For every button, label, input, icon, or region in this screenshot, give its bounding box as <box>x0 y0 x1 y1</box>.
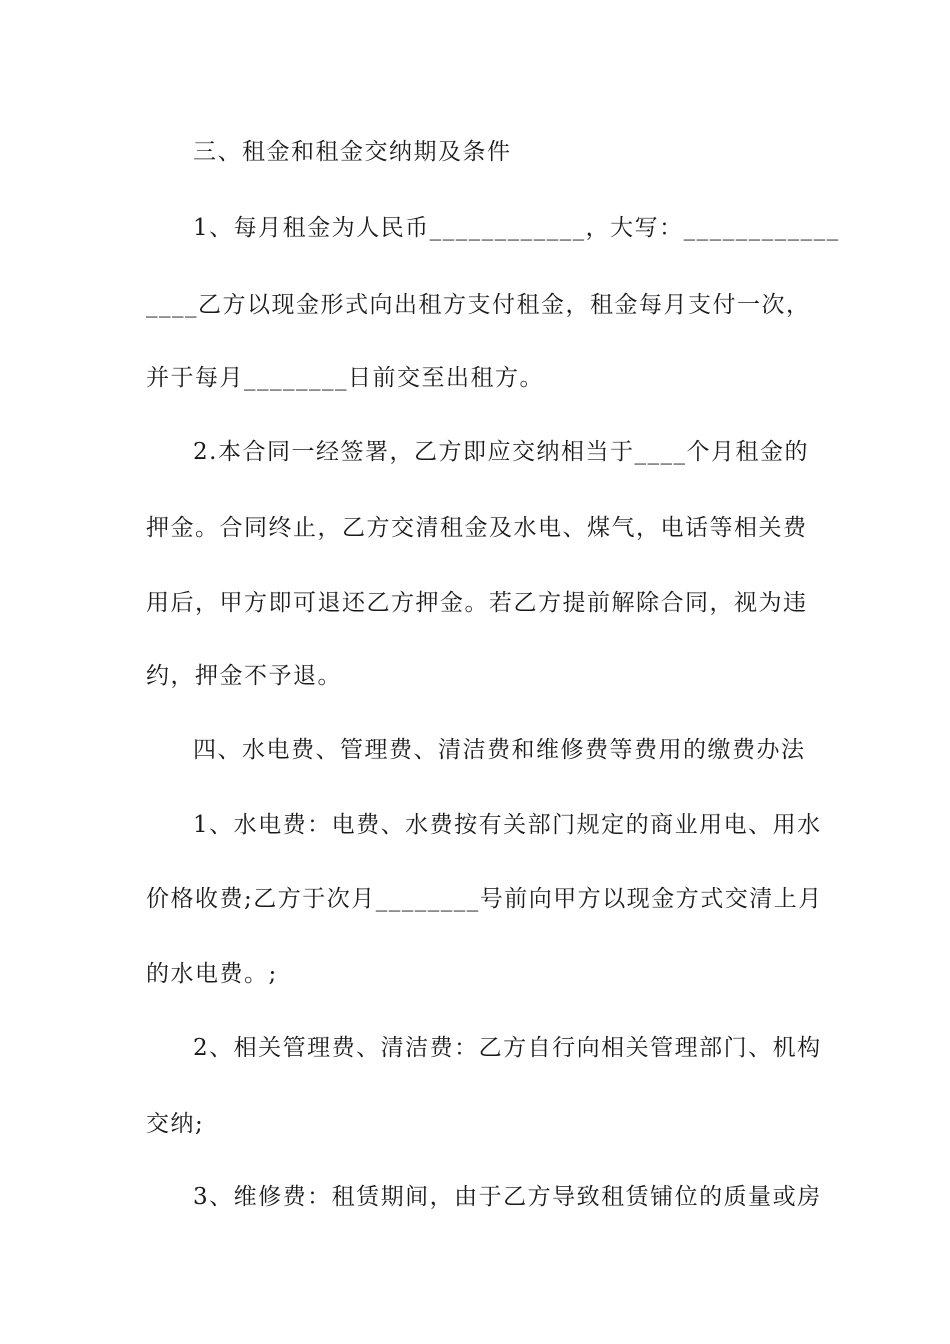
paragraph-line: 1、水电费：电费、水费按有关部门规定的商业用电、用水 <box>193 812 822 838</box>
section-heading-rent: 三、租金和租金交纳期及条件 <box>193 139 512 165</box>
paragraph-line: 价格收费;乙方于次月________号前向甲方以现金方式交清上月 <box>146 886 823 912</box>
paragraph-line: 约，押金不予退。 <box>146 663 342 689</box>
paragraph-line: 交纳; <box>146 1111 205 1137</box>
paragraph-line: 用后，甲方即可退还乙方押金。若乙方提前解除合同，视为违 <box>146 590 808 616</box>
paragraph-line: 2、相关管理费、清洁费：乙方自行向相关管理部门、机构 <box>193 1035 822 1061</box>
paragraph-line: 2.本合同一经签署，乙方即应交纳相当于____个月租金的 <box>193 439 809 465</box>
paragraph-line: 1、每月租金为人民币____________，大写：____________ <box>193 215 840 241</box>
paragraph-line: 并于每月________日前交至出租方。 <box>146 365 544 391</box>
section-heading-fees: 四、水电费、管理费、清洁费和维修费等费用的缴费办法 <box>193 737 806 763</box>
paragraph-line: ____乙方以现金形式向出租方支付租金，租金每月支付一次， <box>146 292 811 318</box>
paragraph-line: 3、维修费：租赁期间，由于乙方导致租赁铺位的质量或房 <box>193 1184 822 1210</box>
paragraph-line: 押金。合同终止，乙方交清租金及水电、煤气，电话等相关费 <box>146 515 808 541</box>
paragraph-line: 的水电费。; <box>146 961 278 987</box>
